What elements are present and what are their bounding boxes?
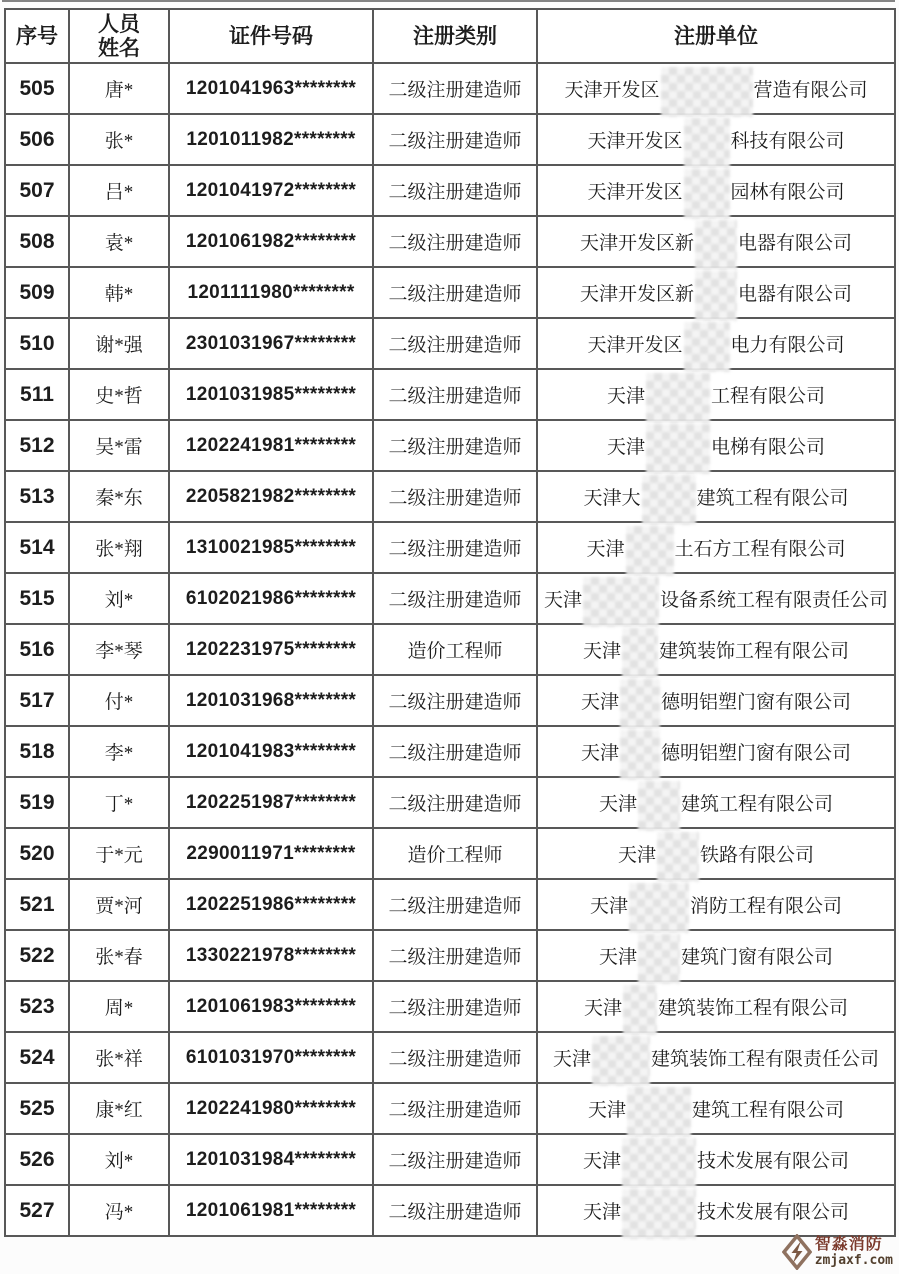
censor-blur-block xyxy=(646,424,710,474)
company-suffix: 建筑工程有限公司 xyxy=(696,488,849,509)
brand-name: 智淼消防 xyxy=(814,1235,883,1253)
cell-id: 1201031984******** xyxy=(169,1134,373,1185)
company-prefix: 天津开发区新 xyxy=(579,233,694,254)
cell-serial: 512 xyxy=(5,420,69,471)
censor-blur-block xyxy=(629,883,689,933)
table-row xyxy=(5,63,895,114)
cell-category: 二级注册建造师 xyxy=(373,573,537,624)
cell-category: 二级注册建造师 xyxy=(373,1083,537,1134)
cell-company xyxy=(537,63,895,114)
censor-blur-block xyxy=(627,1087,691,1137)
table-row xyxy=(5,522,895,573)
header-name: 人员 姓名 xyxy=(69,9,169,63)
cell-serial: 507 xyxy=(5,165,69,216)
cell-category: 造价工程师 xyxy=(373,828,537,879)
header-category: 注册类别 xyxy=(373,9,537,63)
cell-company xyxy=(537,114,895,165)
cell-serial: 524 xyxy=(5,1032,69,1083)
cell-company xyxy=(537,471,895,522)
cell-serial: 519 xyxy=(5,777,69,828)
table-row xyxy=(5,318,895,369)
company-prefix: 天津 xyxy=(606,437,645,458)
cell-serial: 523 xyxy=(5,981,69,1032)
company-suffix: 科技有限公司 xyxy=(730,131,845,152)
cell-name: 丁* xyxy=(69,777,169,828)
cell-name: 李* xyxy=(69,726,169,777)
company-prefix: 天津 xyxy=(582,641,621,662)
cell-serial: 509 xyxy=(5,267,69,318)
brand-logo-icon xyxy=(782,1234,812,1270)
company-prefix: 天津开发区新 xyxy=(579,284,694,305)
company-prefix: 天津 xyxy=(583,998,622,1019)
cell-serial: 511 xyxy=(5,369,69,420)
cell-name: 李*琴 xyxy=(69,624,169,675)
cell-name: 唐* xyxy=(69,63,169,114)
company-prefix: 天津开发区 xyxy=(587,182,683,203)
censor-blur-block xyxy=(646,373,710,423)
cell-company xyxy=(537,879,895,930)
cell-id: 1201061983******** xyxy=(169,981,373,1032)
table-row xyxy=(5,420,895,471)
cell-serial: 515 xyxy=(5,573,69,624)
cell-company xyxy=(537,726,895,777)
cell-id: 1201041983******** xyxy=(169,726,373,777)
company-suffix: 建筑门窗有限公司 xyxy=(681,947,834,968)
censor-blur-block xyxy=(684,169,730,219)
cell-category: 二级注册建造师 xyxy=(373,420,537,471)
table-row xyxy=(5,675,895,726)
cell-category: 二级注册建造师 xyxy=(373,471,537,522)
cell-category: 二级注册建造师 xyxy=(373,981,537,1032)
cell-company xyxy=(537,1134,895,1185)
censor-blur-block xyxy=(695,271,737,321)
cell-category: 二级注册建造师 xyxy=(373,879,537,930)
cell-company xyxy=(537,624,895,675)
cell-category: 二级注册建造师 xyxy=(373,1134,537,1185)
cell-company xyxy=(537,981,895,1032)
company-suffix: 建筑工程有限公司 xyxy=(692,1100,845,1121)
company-suffix: 设备系统工程有限责任公司 xyxy=(660,590,889,611)
cell-serial: 510 xyxy=(5,318,69,369)
censor-blur-block xyxy=(592,1036,650,1086)
company-prefix: 天津 xyxy=(617,845,656,866)
table-row xyxy=(5,114,895,165)
censor-blur-block xyxy=(620,679,660,729)
table-row xyxy=(5,573,895,624)
company-suffix: 园林有限公司 xyxy=(730,182,845,203)
company-suffix: 建筑工程有限公司 xyxy=(681,794,834,815)
company-suffix: 工程有限公司 xyxy=(711,386,826,407)
cell-name: 张*翔 xyxy=(69,522,169,573)
cell-company xyxy=(537,930,895,981)
cell-id: 1330221978******** xyxy=(169,930,373,981)
cell-name: 张*祥 xyxy=(69,1032,169,1083)
cell-category: 二级注册建造师 xyxy=(373,777,537,828)
table-row xyxy=(5,930,895,981)
table-row xyxy=(5,777,895,828)
registry-table xyxy=(4,8,896,1237)
cell-serial: 526 xyxy=(5,1134,69,1185)
cell-id: 1201061981******** xyxy=(169,1185,373,1236)
cell-serial: 525 xyxy=(5,1083,69,1134)
cell-category: 二级注册建造师 xyxy=(373,369,537,420)
cell-name: 史*哲 xyxy=(69,369,169,420)
company-suffix: 建筑装饰工程有限公司 xyxy=(659,641,850,662)
company-suffix: 电器有限公司 xyxy=(738,233,853,254)
company-suffix: 电梯有限公司 xyxy=(711,437,826,458)
company-prefix: 天津 xyxy=(543,590,582,611)
company-suffix: 技术发展有限公司 xyxy=(697,1202,850,1223)
cell-company xyxy=(537,318,895,369)
header-serial: 序号 xyxy=(5,9,69,63)
company-prefix: 天津 xyxy=(589,896,628,917)
company-prefix: 天津开发区 xyxy=(587,335,683,356)
cell-company xyxy=(537,675,895,726)
cell-category: 二级注册建造师 xyxy=(373,318,537,369)
company-prefix: 天津开发区 xyxy=(564,80,660,101)
cell-category: 二级注册建造师 xyxy=(373,522,537,573)
cell-company xyxy=(537,828,895,879)
company-suffix: 德明铝塑门窗有限公司 xyxy=(661,692,852,713)
company-prefix: 天津大 xyxy=(583,488,641,509)
censor-blur-block xyxy=(622,628,658,678)
cell-id: 6102021986******** xyxy=(169,573,373,624)
cell-company xyxy=(537,216,895,267)
brand-site: zmjaxf.com xyxy=(814,1252,893,1268)
cell-name: 付* xyxy=(69,675,169,726)
company-prefix: 天津 xyxy=(580,692,619,713)
company-prefix: 天津 xyxy=(606,386,645,407)
company-suffix: 铁路有限公司 xyxy=(700,845,815,866)
cell-category: 二级注册建造师 xyxy=(373,114,537,165)
cell-id: 1201061982******** xyxy=(169,216,373,267)
cell-name: 康*红 xyxy=(69,1083,169,1134)
cell-category: 二级注册建造师 xyxy=(373,930,537,981)
table-row xyxy=(5,879,895,930)
company-prefix: 天津 xyxy=(587,1100,626,1121)
cell-company xyxy=(537,1185,895,1236)
cell-name: 吕* xyxy=(69,165,169,216)
table-row xyxy=(5,267,895,318)
cell-id: 1201031968******** xyxy=(169,675,373,726)
table-body xyxy=(5,63,895,1236)
cell-id: 1201011982******** xyxy=(169,114,373,165)
table-row xyxy=(5,624,895,675)
header-company: 注册单位 xyxy=(537,9,895,63)
cell-id: 1202251986******** xyxy=(169,879,373,930)
censor-blur-block xyxy=(620,730,660,780)
censor-blur-block xyxy=(657,832,699,882)
cell-name: 张* xyxy=(69,114,169,165)
censor-blur-block xyxy=(638,934,680,984)
cell-serial: 527 xyxy=(5,1185,69,1236)
table-row xyxy=(5,1134,895,1185)
censor-blur-block xyxy=(622,1138,696,1188)
cell-name: 周* xyxy=(69,981,169,1032)
cell-id: 1201031985******** xyxy=(169,369,373,420)
cell-company xyxy=(537,420,895,471)
table-row xyxy=(5,726,895,777)
cell-name: 刘* xyxy=(69,1134,169,1185)
table-row xyxy=(5,1083,895,1134)
company-prefix: 天津 xyxy=(598,794,637,815)
cell-name: 刘* xyxy=(69,573,169,624)
cell-id: 1201041972******** xyxy=(169,165,373,216)
cell-name: 吴*雷 xyxy=(69,420,169,471)
cell-name: 谢*强 xyxy=(69,318,169,369)
cell-company xyxy=(537,369,895,420)
cell-company xyxy=(537,267,895,318)
table-row xyxy=(5,828,895,879)
cell-name: 袁* xyxy=(69,216,169,267)
table-row xyxy=(5,369,895,420)
censor-blur-block xyxy=(642,475,696,525)
cell-category: 二级注册建造师 xyxy=(373,267,537,318)
cell-serial: 522 xyxy=(5,930,69,981)
cell-id: 1310021985******** xyxy=(169,522,373,573)
company-prefix: 天津 xyxy=(552,1049,591,1070)
table-row xyxy=(5,165,895,216)
censor-blur-block xyxy=(638,781,680,831)
cell-company xyxy=(537,573,895,624)
company-prefix: 天津 xyxy=(582,1202,621,1223)
company-suffix: 技术发展有限公司 xyxy=(697,1151,850,1172)
table-row xyxy=(5,1032,895,1083)
company-prefix: 天津 xyxy=(582,1151,621,1172)
cell-id: 2205821982******** xyxy=(169,471,373,522)
cell-category: 二级注册建造师 xyxy=(373,216,537,267)
cell-company xyxy=(537,777,895,828)
cell-id: 1201041963******** xyxy=(169,63,373,114)
company-suffix: 建筑装饰工程有限公司 xyxy=(658,998,849,1019)
cell-id: 1202231975******** xyxy=(169,624,373,675)
cell-company xyxy=(537,1032,895,1083)
table-row xyxy=(5,216,895,267)
cell-name: 贾*河 xyxy=(69,879,169,930)
cell-category: 二级注册建造师 xyxy=(373,1185,537,1236)
censor-blur-block xyxy=(684,118,730,168)
company-suffix: 德明铝塑门窗有限公司 xyxy=(661,743,852,764)
cell-serial: 506 xyxy=(5,114,69,165)
cell-serial: 518 xyxy=(5,726,69,777)
cell-id: 6101031970******** xyxy=(169,1032,373,1083)
cell-serial: 513 xyxy=(5,471,69,522)
table-header-row xyxy=(5,9,895,63)
cell-serial: 520 xyxy=(5,828,69,879)
censor-blur-block xyxy=(583,577,659,627)
watermark xyxy=(782,1234,893,1270)
company-prefix: 天津 xyxy=(580,743,619,764)
table-row xyxy=(5,471,895,522)
cell-company xyxy=(537,165,895,216)
censor-blur-block xyxy=(622,1189,696,1239)
cell-category: 造价工程师 xyxy=(373,624,537,675)
table-row xyxy=(5,1185,895,1236)
cell-id: 1202251987******** xyxy=(169,777,373,828)
company-suffix: 电力有限公司 xyxy=(730,335,845,356)
cell-category: 二级注册建造师 xyxy=(373,165,537,216)
cell-serial: 508 xyxy=(5,216,69,267)
cell-company xyxy=(537,1083,895,1134)
cell-serial: 514 xyxy=(5,522,69,573)
company-prefix: 天津 xyxy=(586,539,625,560)
table-row xyxy=(5,981,895,1032)
cell-id: 2290011971******** xyxy=(169,828,373,879)
cell-serial: 521 xyxy=(5,879,69,930)
company-suffix: 电器有限公司 xyxy=(738,284,853,305)
censor-blur-block xyxy=(626,526,674,576)
cell-category: 二级注册建造师 xyxy=(373,1032,537,1083)
cell-name: 于*元 xyxy=(69,828,169,879)
cell-id: 2301031967******** xyxy=(169,318,373,369)
cell-name: 张*春 xyxy=(69,930,169,981)
censor-blur-block xyxy=(661,67,753,117)
cell-company xyxy=(537,522,895,573)
cell-serial: 505 xyxy=(5,63,69,114)
cell-category: 二级注册建造师 xyxy=(373,675,537,726)
censor-blur-block xyxy=(695,220,737,270)
cell-id: 1201111980******** xyxy=(169,267,373,318)
cell-serial: 517 xyxy=(5,675,69,726)
company-prefix: 天津开发区 xyxy=(587,131,683,152)
cell-id: 1202241981******** xyxy=(169,420,373,471)
censor-blur-block xyxy=(684,322,730,372)
cell-id: 1202241980******** xyxy=(169,1083,373,1134)
header-id: 证件号码 xyxy=(169,9,373,63)
cell-serial: 516 xyxy=(5,624,69,675)
censor-blur-block xyxy=(623,985,657,1035)
cell-category: 二级注册建造师 xyxy=(373,63,537,114)
cell-name: 韩* xyxy=(69,267,169,318)
company-suffix: 土石方工程有限公司 xyxy=(674,539,846,560)
company-suffix: 营造有限公司 xyxy=(753,80,868,101)
cell-name: 秦*东 xyxy=(69,471,169,522)
cell-name: 冯* xyxy=(69,1185,169,1236)
cell-category: 二级注册建造师 xyxy=(373,726,537,777)
company-suffix: 消防工程有限公司 xyxy=(690,896,843,917)
company-prefix: 天津 xyxy=(598,947,637,968)
top-edge-line xyxy=(2,0,895,2)
company-suffix: 建筑装饰工程有限责任公司 xyxy=(651,1049,880,1070)
